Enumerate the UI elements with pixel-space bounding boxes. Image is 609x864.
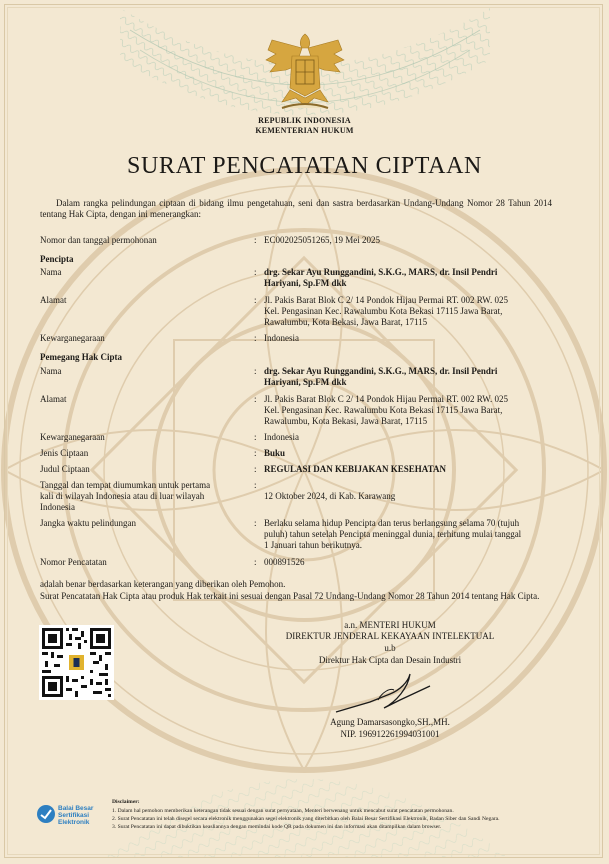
signature-an: a.n. MENTERI HUKUM <box>344 620 436 630</box>
creator-name-2: Hariyani, Sp.FM dkk <box>264 278 347 288</box>
holder-name-2: Hariyani, Sp.FM dkk <box>264 377 347 387</box>
disclaimer-item-1: 1. Dalam hal pemohon memberikan keterangan tidak sesuai dengan surat pernyataan, Menteri berwenang untuk mencabut surat pencatatan permohonan. <box>112 808 454 814</box>
record-label: Nomor Pencatatan <box>40 557 107 567</box>
bsre-line-2: Sertifikasi <box>58 812 90 819</box>
creator-name-label: Nama <box>40 267 62 277</box>
bsre-logo-text <box>58 805 93 826</box>
colon: : <box>254 448 257 458</box>
holder-name-label: Nama <box>40 366 62 376</box>
header-ministry: KEMENTERIAN HUKUM <box>255 126 354 135</box>
handwritten-signature <box>330 664 440 720</box>
bsre-line-1: Balai Besar <box>58 805 94 812</box>
creator-address-3: Rawalumbu, Kota Bekasi, Jawa Barat, 17115 <box>264 317 428 327</box>
creator-address-1: Jl. Pakis Barat Blok C 2/ 14 Pondok Hijau Permai RT. 002 RW. 025 <box>264 295 508 305</box>
disclaimer-title: Disclaimer: <box>112 799 140 805</box>
page-title: SURAT PENCATATAN CIPTAAN <box>127 153 482 179</box>
disclaimer-item-2: 2. Surat Pencatatan ini telah disegel secara elektronik menggunakan segel elektronik yang diterbitkan oleh Balai Besar Sertifikasi Elektronik, Badan Siber dan Sandi Negara. <box>112 816 500 822</box>
work-title: REGULASI DAN KEBIJAKAN KESEHATAN <box>264 464 446 474</box>
signer-name: Agung Damarsasongko,SH.,MH. <box>330 717 450 727</box>
holder-address-3: Rawalumbu, Kota Bekasi, Jawa Barat, 17115 <box>264 416 428 426</box>
published-value: 12 Oktober 2024, di Kab. Karawang <box>264 491 396 501</box>
holder-address-label: Alamat <box>40 394 67 404</box>
signature-director: Direktur Hak Cipta dan Desain Industri <box>318 655 462 665</box>
record-value: 000891526 <box>264 557 305 567</box>
closing-line-2: Surat Pencatatan Hak Cipta atau produk Hak terkait ini sesuai dengan Pasal 72 Undang-Undang Nomor 28 Tahun 2014 tentang Hak Cipta. <box>40 591 540 601</box>
holder-section-title: Pemegang Hak Cipta <box>40 352 122 362</box>
garuda-emblem <box>262 30 348 114</box>
work-title-label: Judul Ciptaan <box>40 464 90 474</box>
bsre-logo-icon <box>36 804 56 824</box>
colon: : <box>254 464 257 474</box>
holder-address-1: Jl. Pakis Barat Blok C 2/ 14 Pondok Hijau Permai RT. 002 RW. 025 <box>264 394 508 404</box>
creator-address-2: Kel. Pengasinan Kec. Rawalumbu Kota Bekasi 17115 Jawa Barat, <box>264 306 503 316</box>
creator-nationality: Indonesia <box>264 333 299 343</box>
creator-address-label: Alamat <box>40 295 67 305</box>
term-line-1: Berlaku selama hidup Pencipta dan terus berlangsung selama 70 (tujuh <box>264 518 520 528</box>
header-country: REPUBLIK INDONESIA <box>258 116 351 125</box>
holder-address-2: Kel. Pengasinan Kec. Rawalumbu Kota Bekasi 17115 Jawa Barat, <box>264 405 503 415</box>
holder-name-1: drg. Sekar Ayu Runggandini, S.K.G., MARS, dr. Insil Pendri <box>264 366 498 376</box>
term-line-3: 1 Januari tahun berikutnya. <box>264 540 362 550</box>
work-type-label: Jenis Ciptaan <box>40 448 89 458</box>
published-label-3: Indonesia <box>40 502 75 512</box>
creator-nationality-label: Kewarganegaraan <box>40 333 105 343</box>
colon: : <box>254 480 257 490</box>
colon: : <box>254 394 257 404</box>
holder-nationality: Indonesia <box>264 432 299 442</box>
creator-section-title: Pencipta <box>40 254 74 264</box>
colon: : <box>254 518 257 528</box>
term-line-2: puluh) tahun setelah Pencipta meninggal dunia, terhitung mulai tanggal <box>264 529 522 539</box>
signature-director-general: DIREKTUR JENDERAL KEKAYAAN INTELEKTUAL <box>285 631 495 641</box>
work-type: Buku <box>264 448 286 458</box>
intro-paragraph: Dalam rangka pelindungan ciptaan di bidang ilmu pengetahuan, seni dan sastra berdasarkan Undang-Undang Nomor 28 Tahun 2014 tentang Hak Cipta, dengan ini menerangkan: <box>40 198 552 219</box>
colon: : <box>254 295 257 305</box>
holder-nationality-label: Kewarganegaraan <box>40 432 105 442</box>
published-label-1: Tanggal dan tempat diumumkan untuk pertama <box>40 480 211 490</box>
colon: : <box>254 432 257 442</box>
signer-nip: NIP. 196912261994031001 <box>340 729 440 739</box>
application-label: Nomor dan tanggal permohonan <box>40 235 157 245</box>
disclaimer-item-3: 3. Surat Pencatatan ini dapat dibuktikan keasliannya dengan memindai kode QR pada dokumen ini dan informasi akan ditampilkan dalam browser. <box>112 824 442 830</box>
term-label: Jangka waktu pelindungan <box>40 518 136 528</box>
colon: : <box>254 366 257 376</box>
colon: : <box>254 333 257 343</box>
signature-ub: u.b <box>384 643 396 653</box>
qr-code[interactable] <box>39 625 114 700</box>
colon: : <box>254 557 257 567</box>
colon: : <box>254 267 257 277</box>
application-value: EC002025051265, 19 Mei 2025 <box>264 235 380 245</box>
published-label-2: kali di wilayah Indonesia atau di luar wilayah <box>40 491 205 501</box>
creator-name-1: drg. Sekar Ayu Runggandini, S.K.G., MARS, dr. Insil Pendri <box>264 267 498 277</box>
closing-line-1: adalah benar berdasarkan keterangan yang diberikan oleh Pemohon. <box>40 579 286 589</box>
bsre-line-3: Elektronik <box>58 819 90 826</box>
colon: : <box>254 235 257 245</box>
